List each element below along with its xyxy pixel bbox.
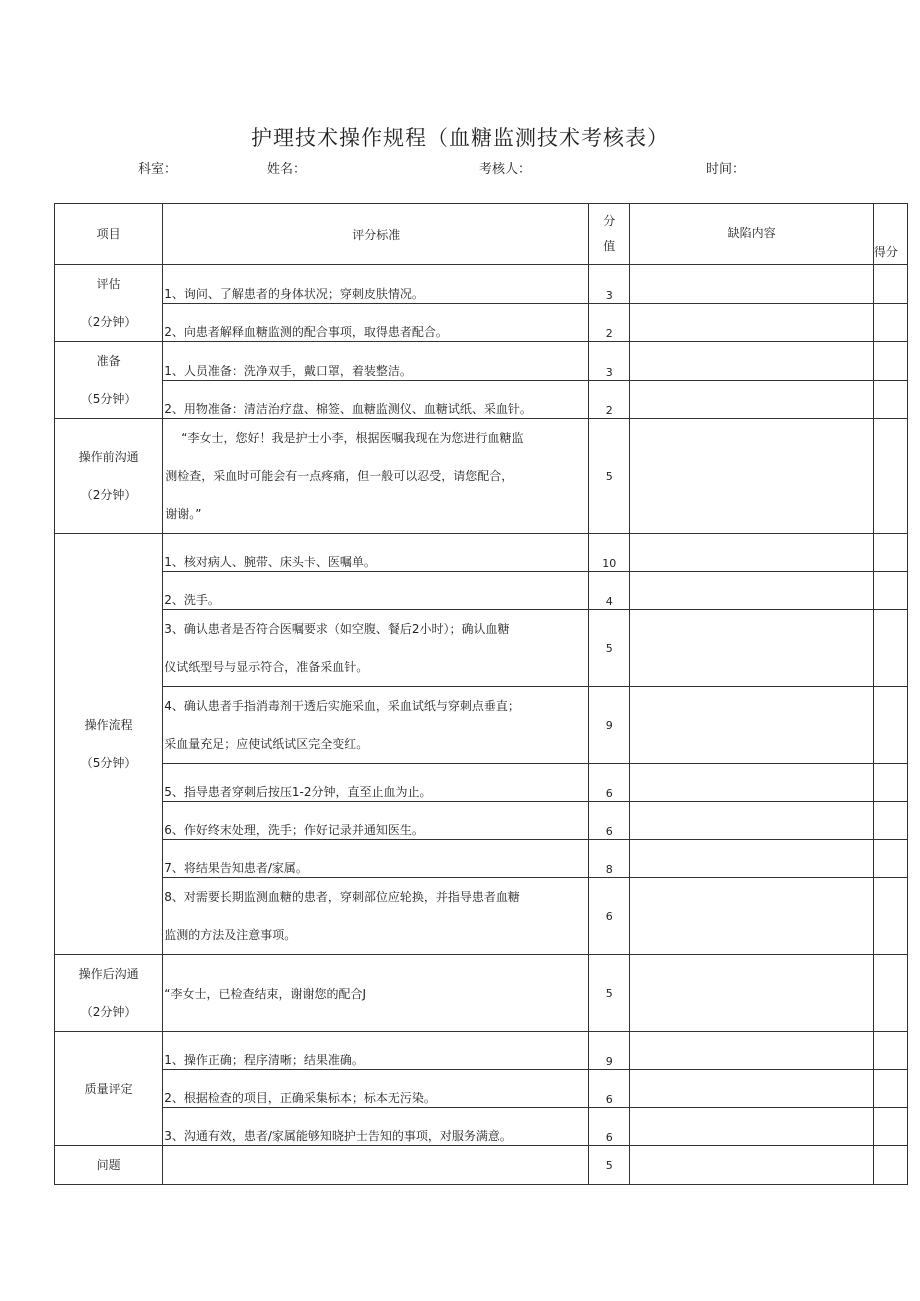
defect-cell[interactable] xyxy=(630,380,874,419)
table-row xyxy=(55,687,908,764)
criteria-text: 5、指导患者穿刺后按压1-2分钟，直至止血为止。 xyxy=(163,764,589,802)
score-value: 6 xyxy=(589,878,630,955)
criteria-text: 1、询问、了解患者的身体状况；穿刺皮肤情况。 xyxy=(163,265,589,304)
got-cell[interactable] xyxy=(873,1070,907,1108)
table-row xyxy=(55,303,908,342)
section-issue: 问题 xyxy=(55,1146,163,1185)
header-score xyxy=(589,204,630,265)
got-cell[interactable] xyxy=(873,687,907,764)
defect-cell[interactable] xyxy=(630,955,874,1032)
criteria-line: 谢谢。” xyxy=(165,507,202,521)
defect-cell[interactable] xyxy=(630,1070,874,1108)
defect-cell[interactable] xyxy=(630,764,874,802)
defect-cell[interactable] xyxy=(630,534,874,572)
page-title: 护理技术操作规程（血糖监测技术考核表） xyxy=(251,126,669,150)
criteria-line: 测检查，采血时可能会有一点疼痛，但一般可以忍受，请您配合， xyxy=(165,469,514,483)
criteria-text: 2、向患者解释血糖监测的配合事项，取得患者配合。 xyxy=(163,303,589,342)
got-cell[interactable] xyxy=(873,878,907,955)
defect-cell[interactable] xyxy=(630,303,874,342)
section-process xyxy=(55,534,163,955)
table-row xyxy=(55,534,908,572)
section-time: （2分钟） xyxy=(80,488,137,502)
section-name: 操作流程 xyxy=(84,718,133,732)
criteria-text xyxy=(163,419,589,534)
section-time: （2分钟） xyxy=(80,315,137,329)
table-row xyxy=(55,380,908,419)
department-label: 科室： xyxy=(138,162,178,177)
table-row xyxy=(55,342,908,381)
score-value: 2 xyxy=(589,303,630,342)
score-value: 2 xyxy=(589,380,630,419)
criteria-text xyxy=(163,878,589,955)
criteria-line: 采血量充足；应使试纸试区完全变红。 xyxy=(164,737,369,751)
section-assess xyxy=(55,265,163,342)
section-name: 准备 xyxy=(96,354,121,368)
section-name: 操作前沟通 xyxy=(78,450,139,464)
name-label: 姓名： xyxy=(267,162,307,177)
criteria-line: 监测的方法及注意事项。 xyxy=(164,928,297,942)
section-name: 质量评定 xyxy=(84,1081,133,1096)
got-cell[interactable] xyxy=(873,1032,907,1070)
defect-cell[interactable] xyxy=(630,1146,874,1185)
defect-cell[interactable] xyxy=(630,802,874,840)
score-value: 8 xyxy=(589,840,630,878)
score-value: 4 xyxy=(589,572,630,610)
got-cell[interactable] xyxy=(873,380,907,419)
criteria-text: 2、根据检查的项目，正确采集标本；标本无污染。 xyxy=(163,1070,589,1108)
table-row xyxy=(55,1146,908,1185)
criteria-text[interactable] xyxy=(163,1146,589,1185)
table-row xyxy=(55,419,908,534)
got-cell[interactable] xyxy=(873,342,907,381)
got-cell[interactable] xyxy=(873,840,907,878)
criteria-text: 2、用物准备：清洁治疗盘、棉签、血糖监测仪、血糖试纸、采血针。 xyxy=(163,380,589,419)
got-cell[interactable] xyxy=(873,534,907,572)
got-cell[interactable] xyxy=(873,265,907,304)
table-row xyxy=(55,572,908,610)
score-value: 3 xyxy=(589,342,630,381)
table-row xyxy=(55,840,908,878)
got-cell[interactable] xyxy=(873,572,907,610)
section-prepare xyxy=(55,342,163,419)
got-cell[interactable] xyxy=(873,955,907,1032)
section-time: （5分钟） xyxy=(80,392,137,406)
got-cell[interactable] xyxy=(873,303,907,342)
defect-cell[interactable] xyxy=(630,419,874,534)
score-value: 6 xyxy=(589,802,630,840)
score-value: 9 xyxy=(589,1032,630,1070)
score-value: 5 xyxy=(589,1146,630,1185)
criteria-text: 7、将结果告知患者/家属。 xyxy=(163,840,589,878)
table-row xyxy=(55,955,908,1032)
table-row xyxy=(55,1070,908,1108)
got-cell[interactable] xyxy=(873,764,907,802)
header-score-char-1: 分 xyxy=(603,214,616,228)
table-row xyxy=(55,764,908,802)
score-value: 10 xyxy=(589,534,630,572)
header-criteria: 评分标准 xyxy=(163,204,589,265)
examiner-label: 考核人： xyxy=(479,162,532,177)
score-value: 6 xyxy=(589,764,630,802)
section-pre-communication xyxy=(55,419,163,534)
criteria-text xyxy=(163,610,589,687)
section-quality xyxy=(55,1032,163,1146)
section-name: 评估 xyxy=(96,277,121,291)
header-score-char-2: 值 xyxy=(603,239,616,253)
got-cell[interactable] xyxy=(873,1108,907,1146)
defect-cell[interactable] xyxy=(630,1032,874,1070)
criteria-text: 1、操作正确；程序清晰；结果准确。 xyxy=(163,1032,589,1070)
score-value: 6 xyxy=(589,1108,630,1146)
table-row xyxy=(55,1108,908,1146)
defect-cell[interactable] xyxy=(630,878,874,955)
got-cell[interactable] xyxy=(873,610,907,687)
table-row xyxy=(55,265,908,304)
defect-cell[interactable] xyxy=(630,610,874,687)
table-row xyxy=(55,1032,908,1070)
defect-cell[interactable] xyxy=(630,265,874,304)
got-cell[interactable] xyxy=(873,1146,907,1185)
criteria-line: 8、对需要长期监测血糖的患者，穿刺部位应轮换，并指导患者血糖 xyxy=(164,890,520,904)
criteria-line: 4、确认患者手指消毒剂干透后实施采血，采血试纸与穿刺点垂直； xyxy=(164,699,520,713)
score-value: 9 xyxy=(589,687,630,764)
section-post-communication xyxy=(55,955,163,1032)
table-row xyxy=(55,610,908,687)
score-value: 6 xyxy=(589,1070,630,1108)
criteria-text: 2、洗手。 xyxy=(163,572,589,610)
criteria-line: 仪试纸型号与显示符合，准备采血针。 xyxy=(164,660,369,674)
criteria-text: 1、人员准备：洗净双手，戴口罩，着装整洁。 xyxy=(163,342,589,381)
criteria-text: 3、沟通有效，患者/家属能够知晓护士告知的事项，对服务满意。 xyxy=(163,1108,589,1146)
header-defect: 缺陷内容 xyxy=(630,204,874,265)
got-cell[interactable] xyxy=(873,802,907,840)
score-value: 5 xyxy=(589,419,630,534)
defect-cell[interactable] xyxy=(630,687,874,764)
defect-cell[interactable] xyxy=(630,1108,874,1146)
score-value: 3 xyxy=(589,265,630,304)
defect-cell[interactable] xyxy=(630,572,874,610)
criteria-line: 3、确认患者是否符合医嘱要求（如空腹、餐后2小时）；确认血糖 xyxy=(164,622,510,636)
section-time: （5分钟） xyxy=(80,756,137,770)
time-label: 时间： xyxy=(706,162,746,177)
score-value: 5 xyxy=(589,955,630,1032)
criteria-text: 6、作好终末处理，洗手；作好记录并通知医生。 xyxy=(163,802,589,840)
header-item: 项目 xyxy=(55,204,163,265)
criteria-line: “李女士，您好！我是护士小李，根据医嘱我现在为您进行血糖监 xyxy=(181,431,524,445)
table-row xyxy=(55,878,908,955)
criteria-text: “李女士，已检查结束，谢谢您的配合J xyxy=(163,955,589,1032)
section-name: 操作后沟通 xyxy=(78,967,139,981)
section-time: （2分钟） xyxy=(80,1005,137,1019)
defect-cell[interactable] xyxy=(630,342,874,381)
defect-cell[interactable] xyxy=(630,840,874,878)
criteria-text xyxy=(163,687,589,764)
header-got: 得分 xyxy=(873,204,907,265)
assessment-table xyxy=(54,203,908,1185)
criteria-text: 1、核对病人、腕带、床头卡、医嘱单。 xyxy=(163,534,589,572)
table-header-row xyxy=(55,204,908,265)
score-value: 5 xyxy=(589,610,630,687)
table-row xyxy=(55,802,908,840)
got-cell[interactable] xyxy=(873,419,907,534)
